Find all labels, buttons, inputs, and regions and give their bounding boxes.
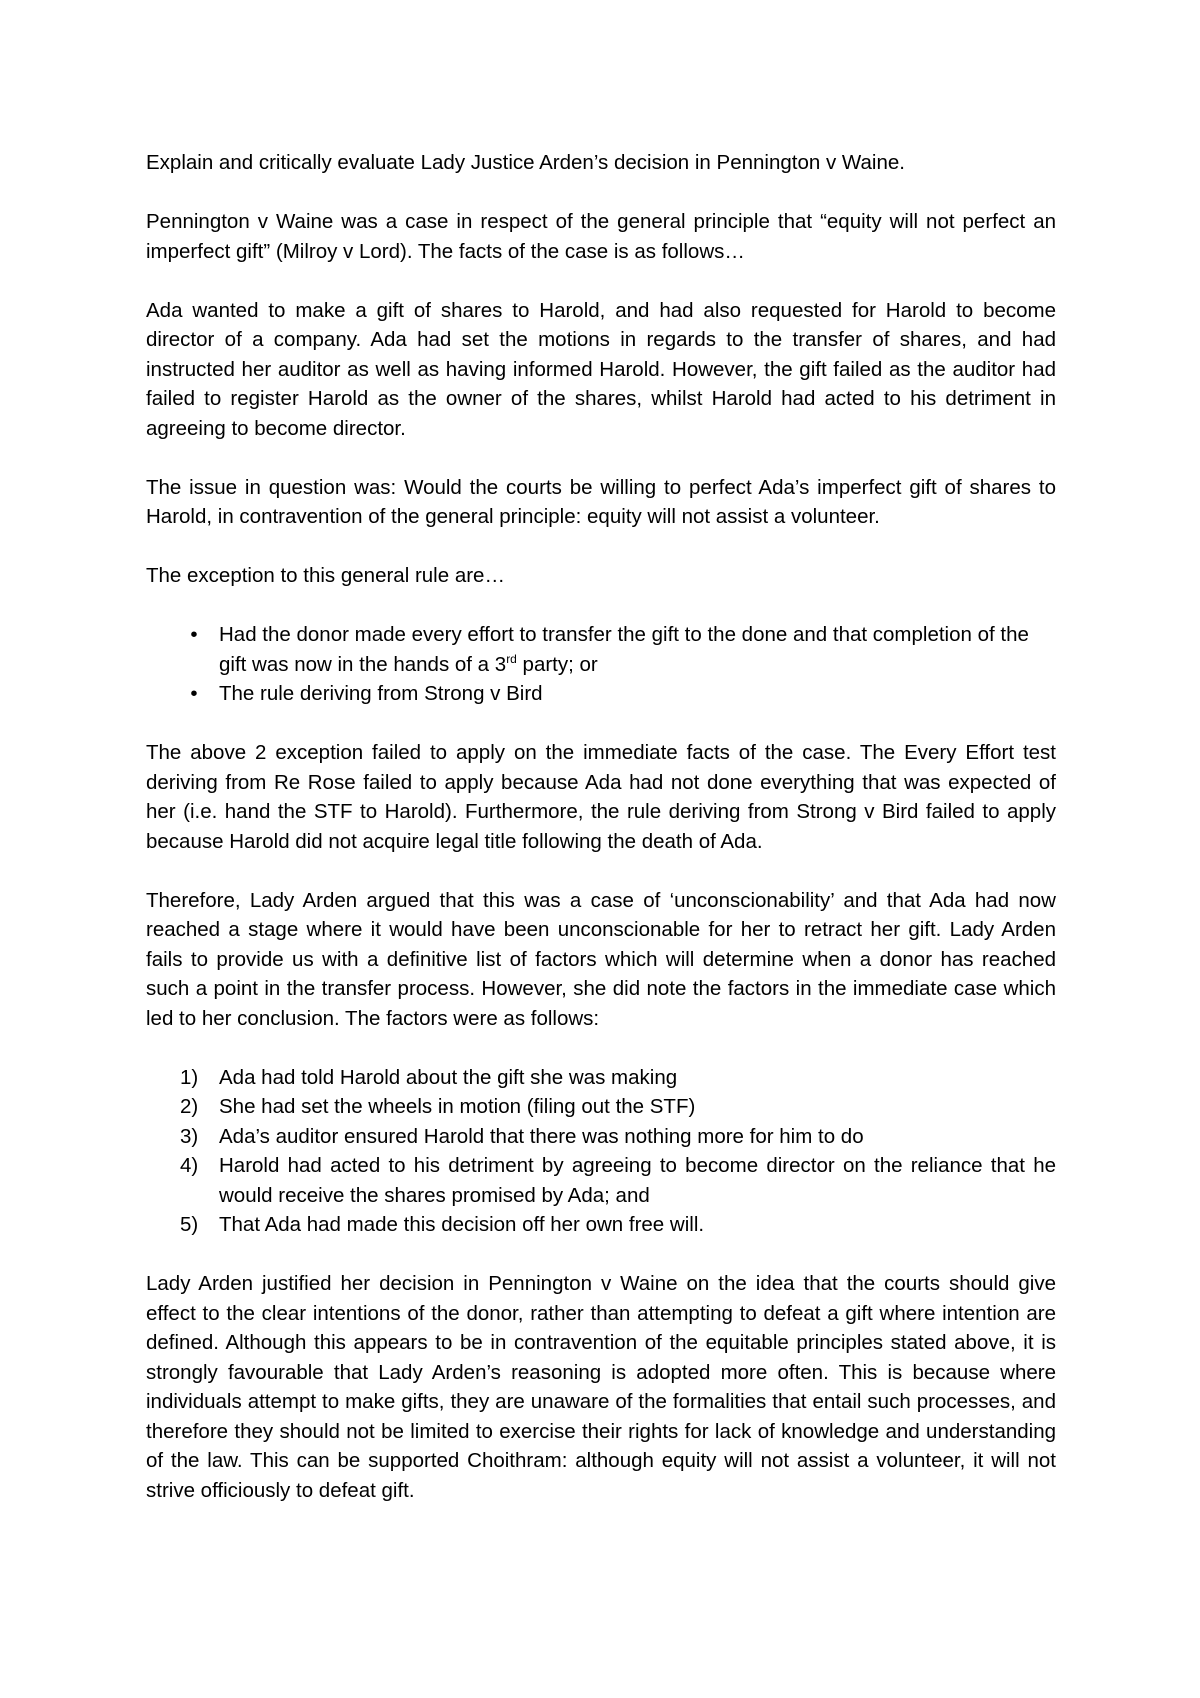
factor-number: 2) xyxy=(180,1095,199,1118)
paragraph-justification: Lady Arden justified her decision in Pennington v Waine on the idea that the courts should give effect to the clear intentions of the donor, rather than attempting to defeat a gift where intention are defined. Although this appears to be in contravention of the equitable principles stated above, it is strongly favourable that Lady Arden’s reasoning is adopted more often. This is because where individuals attempt to make gifts, they are unaware of the formalities that entail such processes, and therefore they should not be limited to exercise their rights for lack of knowledge and understanding of the law. This can be supported Choithram: although equity will not assist a volunteer, it will not strive officiously to defeat gift. xyxy=(146,1272,1056,1502)
list-item xyxy=(146,1063,1056,1093)
factor-number: 5) xyxy=(180,1213,199,1236)
paragraph-exceptions-intro: The exception to this general rule are… xyxy=(146,564,505,587)
factor-text: She had set the wheels in motion (filing out the STF) xyxy=(219,1095,696,1118)
exception-1-text: Had the donor made every effort to transfer the gift to the done and that completion of the gift was now in the hands of a 3 xyxy=(219,623,1029,676)
factor-number: 1) xyxy=(180,1065,199,1089)
factor-text: Ada had told Harold about the gift she was making xyxy=(219,1065,678,1089)
paragraph-unconscionability: Therefore, Lady Arden argued that this was a case of ‘unconscionability’ and that Ada had now reached a stage where it would have been unconscionable for her to retract her gift. Lady Arden fails to provide us with a definitive list of factors which will determine when a donor has reached such a point in the transfer process. However, she did note the factors in the immediate case which led to her conclusion. The factors were as follows: xyxy=(146,888,1056,1030)
bullet-icon: • xyxy=(190,623,198,646)
factor-text: Ada’s auditor ensured Harold that there was nothing more for him to do xyxy=(219,1124,864,1148)
factor-number: 3) xyxy=(180,1124,199,1148)
list-item xyxy=(146,1151,1056,1210)
list-item xyxy=(146,1210,1056,1240)
exception-1-text-end: party; or xyxy=(516,652,598,676)
document-body xyxy=(146,148,1056,1535)
bullet-icon: • xyxy=(190,682,198,705)
factor-text: Harold had acted to his detriment by agreeing to become director on the reliance that he would receive the shares promised by Ada; and xyxy=(219,1154,1056,1207)
paragraph-intro: Pennington v Waine was a case in respect of the general principle that “equity will not perfect an imperfect gift” (Milroy v Lord). The facts of the case is as follows… xyxy=(146,210,1056,263)
list-item xyxy=(146,1092,1056,1122)
exception-2-text: The rule deriving from Strong v Bird xyxy=(219,682,543,705)
factor-number: 4) xyxy=(180,1154,199,1177)
list-item xyxy=(146,679,1056,709)
paragraph-exceptions-failed: The above 2 exception failed to apply on the immediate facts of the case. The Every Effort test deriving from Re Rose failed to apply because Ada had not done everything that was expected of her (i.e. hand the STF to Harold). Furthermore, the rule deriving from Strong v Bird failed to apply because Harold did not acquire legal title following the death of Ada. xyxy=(146,741,1056,853)
list-item xyxy=(146,620,1056,679)
factor-text: That Ada had made this decision off her own free will. xyxy=(219,1213,705,1236)
exception-1-superscript: rd xyxy=(506,651,517,666)
exceptions-list xyxy=(146,620,1056,709)
list-item xyxy=(146,1122,1056,1152)
paragraph-issue: The issue in question was: Would the courts be willing to perfect Ada’s imperfect gift of shares to Harold, in contravention of the general principle: equity will not assist a volunteer. xyxy=(146,475,1056,528)
paragraph-facts: Ada wanted to make a gift of shares to Harold, and had also requested for Harold to become director of a company. Ada had set the motions in regards to the transfer of shares, and had instructed her auditor as well as having informed Harold. However, the gift failed as the auditor had failed to register Harold as the owner of the shares, whilst Harold had acted to his detriment in agreeing to become director. xyxy=(146,298,1056,440)
factors-list xyxy=(146,1063,1056,1240)
essay-question: Explain and critically evaluate Lady Justice Arden’s decision in Pennington v Waine. xyxy=(146,151,905,174)
